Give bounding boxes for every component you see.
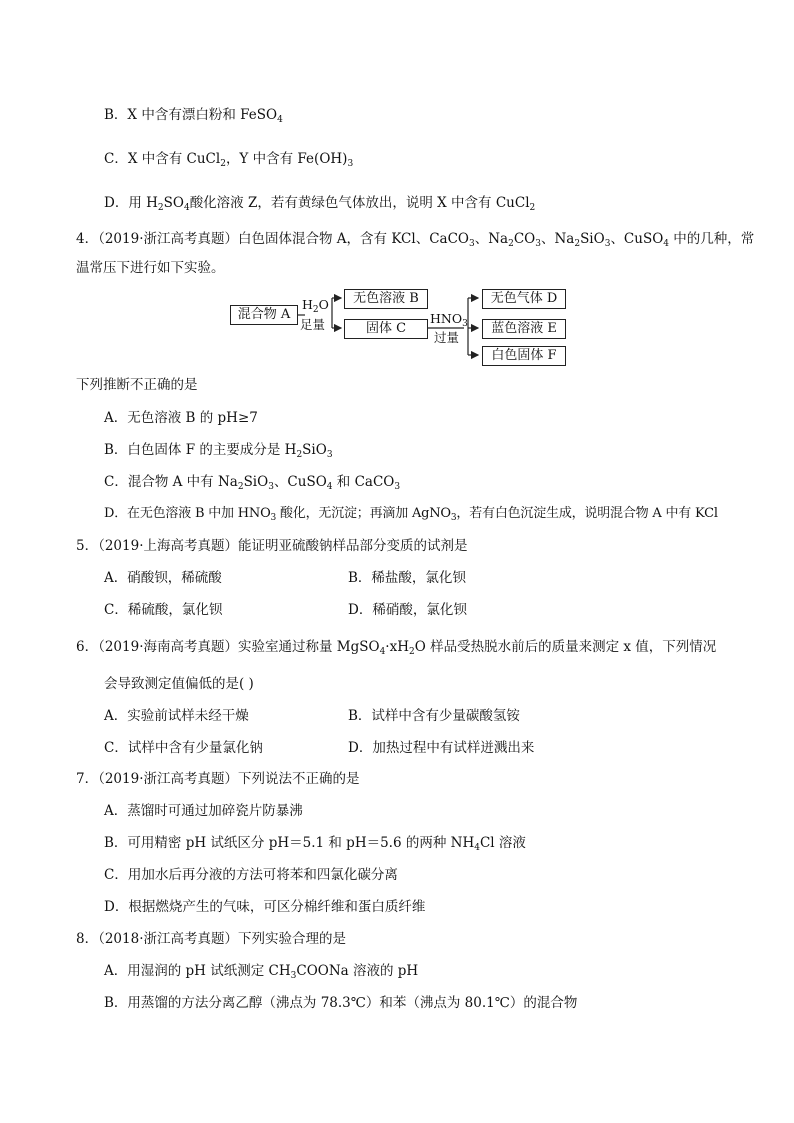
q6-option-d: D．加热过程中有试样迸溅出来 [348, 740, 535, 756]
q7-option-a: A．蒸馏时可通过加碎瓷片防暴沸 [104, 803, 303, 819]
q7-option-b: B．可用精密 pH 试纸区分 pH＝5.1 和 pH＝5.6 的两种 $NH_4Cl$ 溶液 [104, 835, 526, 853]
q3-option-b: B．X 中含有漂白粉和 FeSO$_4$ [104, 107, 283, 125]
q6-option-c: C．试样中含有少量氯化钠 [104, 740, 263, 756]
q4-option-a: A．无色溶液 B 的 pH≥7 [104, 410, 258, 426]
q6-stem-cont: 会导致测定值偏低的是( ) [104, 676, 254, 692]
solution-e-box: 蓝色溶液 E [482, 319, 566, 339]
q4-ask: 下列推断不正确的是 [76, 377, 198, 393]
reagent-water-label: $H_2O$ [302, 297, 329, 315]
solution-b-box: 无色溶液 B [344, 289, 428, 309]
reagent-nitric-acid-label: $HNO_3$ [430, 311, 468, 329]
q4-stem-cont: 温常压下进行如下实验。 [76, 260, 225, 276]
q8-option-a: A．用湿润的 pH 试纸测定 $CH_3COONa$ 溶液的 pH [104, 963, 419, 981]
q6-option-b: B．试样中含有少量碳酸氢铵 [348, 708, 520, 724]
q5-option-a: A．硝酸钡，稀硫酸 [104, 570, 222, 586]
q4-stem: 4．（2019·浙江高考真题）白色固体混合物 A，含有 KCl、CaCO$_3$、$Na_2CO_3$、$Na_2SiO_3$、CuSO$_4$ 中的几种，常 [76, 231, 755, 249]
q4-option-c: C．混合物 A 中有 $Na_2SiO_3$、CuSO$_4$ 和 CaCO$_3$ [104, 474, 401, 492]
q5-stem: 5．（2019·上海高考真题）能证明亚硫酸钠样品部分变质的试剂是 [76, 538, 468, 554]
q4-option-d: D．在无色溶液 B 中加 $HNO_3$ 酸化，无沉淀；再滴加 AgNO$_3$，若有白色沉淀生成，说明混合物 A 中有 KCl [104, 506, 718, 523]
q5-option-b: B．稀盐酸，氯化钡 [348, 570, 466, 586]
q6-option-a: A．实验前试样未经干燥 [104, 708, 249, 724]
solid-f-box: 白色固体 F [482, 346, 566, 366]
condition-excess-label: 足量 [300, 317, 326, 332]
q3-option-d: D．用 $H_2SO_4$酸化溶液 Z，若有黄绿色气体放出，说明 X 中含有 CuCl$_2$ [104, 195, 536, 213]
mixture-a-box: 混合物 A [230, 305, 298, 325]
condition-excess2-label: 过量 [434, 330, 460, 345]
q8-stem: 8．（2018·浙江高考真题）下列实验合理的是 [76, 931, 346, 947]
q5-option-c: C．稀硫酸，氯化钡 [104, 602, 223, 618]
q5-option-d: D．稀硝酸，氯化钡 [348, 602, 467, 618]
q6-stem: 6．（2019·海南高考真题）实验室通过称量 $MgSO_4\cdot xH_2O$ 样品受热脱水前后的质量来测定 x 值，下列情况 [76, 639, 717, 657]
q4-option-b: B．白色固体 F 的主要成分是 $H_2SiO_3$ [104, 442, 333, 460]
gas-d-box: 无色气体 D [482, 289, 566, 309]
solid-c-box: 固体 C [344, 319, 428, 339]
q3-option-c: C．X 中含有 CuCl$_2$，Y 中含有 $Fe(OH)_3$ [104, 151, 354, 169]
q7-option-c: C．用加水后再分液的方法可将苯和四氯化碳分离 [104, 867, 398, 883]
q8-option-b: B．用蒸馏的方法分离乙醇（沸点为 78.3℃）和苯（沸点为 80.1℃）的混合物 [104, 995, 578, 1011]
q7-option-d: D．根据燃烧产生的气味，可区分棉纤维和蛋白质纤维 [104, 899, 426, 915]
q7-stem: 7．（2019·浙江高考真题）下列说法不正确的是 [76, 771, 360, 787]
